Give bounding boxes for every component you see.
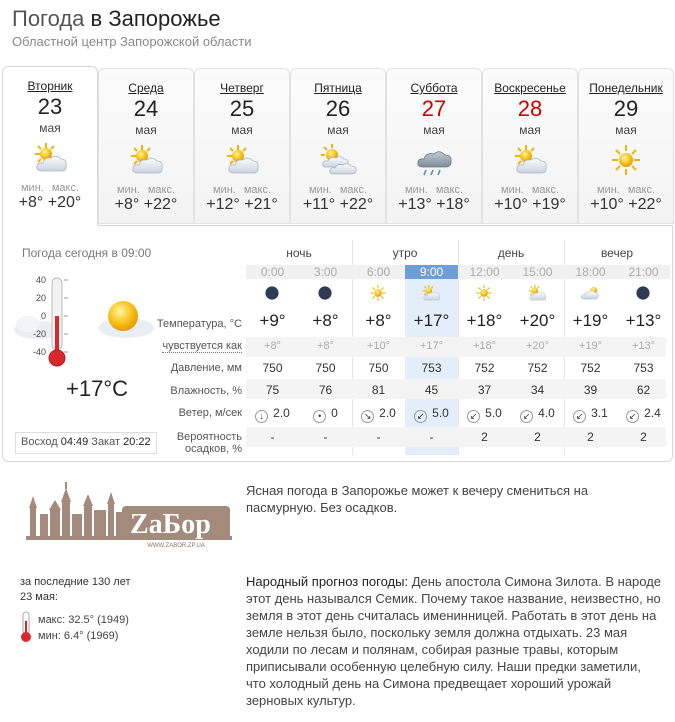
sun-cloud-icon — [30, 141, 70, 175]
min-label: мин. — [404, 184, 428, 196]
day-tab[interactable] — [194, 68, 290, 224]
wind-speed: 5.0 — [432, 406, 449, 420]
min-label: мин. — [212, 184, 236, 196]
max-label: макс. — [435, 184, 464, 196]
cloud-icon — [579, 282, 601, 304]
max-label: макс. — [243, 184, 272, 196]
day-tab[interactable] — [2, 66, 98, 226]
day-month: мая — [231, 123, 253, 137]
day-month: мая — [327, 123, 349, 137]
period-header: день — [497, 246, 525, 260]
hour-label[interactable]: 3:00 — [299, 265, 352, 279]
precip-cell: - — [376, 430, 381, 444]
day-month: мая — [519, 123, 541, 137]
day-temps — [195, 196, 289, 214]
day-name[interactable]: Воскресенье — [494, 81, 566, 95]
min-max-labels — [579, 184, 673, 196]
period-header: ночь — [286, 246, 312, 260]
hour-label[interactable]: 18:00 — [564, 265, 617, 279]
wind-cell — [352, 406, 405, 423]
feels-cell: +19° — [578, 340, 603, 352]
day-temps — [483, 196, 577, 214]
day-tmax: +22° — [339, 196, 374, 213]
min-label: мин. — [116, 184, 140, 196]
sunrise-time: 04:49 — [60, 436, 89, 448]
day-tmin: +8° — [18, 194, 44, 211]
therm-scale-label: 20 — [35, 293, 46, 303]
max-label: макс. — [147, 184, 176, 196]
wind-direction-icon: • — [313, 410, 326, 423]
row-label-feels-text[interactable]: чувствуется как — [162, 340, 242, 352]
pressure-cell: 750 — [315, 361, 336, 375]
precip-cell: - — [323, 430, 328, 444]
day-tab[interactable] — [482, 68, 578, 224]
history-max: макс: 32.5° (1949) — [38, 614, 129, 626]
precip-cell: 2 — [534, 430, 541, 444]
wind-cell — [299, 406, 352, 423]
logo-text: ZaБор — [130, 509, 211, 540]
pressure-cell: 750 — [262, 361, 283, 375]
history-block — [20, 575, 131, 605]
day-date: 23 — [37, 94, 63, 119]
humidity-cell: 76 — [318, 383, 333, 397]
wind-cell — [617, 406, 670, 423]
min-label: мин. — [596, 184, 620, 196]
day-tmax: +20° — [47, 194, 82, 211]
day-tmin: +8° — [114, 196, 140, 213]
day-tmax: +22° — [143, 196, 178, 213]
day-tab[interactable] — [578, 68, 674, 224]
wind-speed: 3.1 — [591, 406, 608, 420]
humidity-cell: 45 — [424, 383, 439, 397]
min-max-labels — [99, 184, 193, 196]
feels-cell: +8° — [264, 340, 281, 352]
folk-forecast-label: Народный прогноз погоды: — [246, 574, 409, 589]
row-label-humidity: Влажность, % — [170, 385, 242, 397]
wind-cell — [405, 406, 458, 423]
day-temps — [3, 194, 97, 212]
max-label: макс. — [531, 184, 560, 196]
wind-speed: 5.0 — [485, 406, 502, 420]
page-subtitle: Областной центр Запорожской области — [12, 34, 252, 49]
weather-description: Ясная погода в Запорожье может к вечеру смениться на пасмурную. Без осадков. — [246, 483, 589, 515]
day-tab[interactable] — [290, 68, 386, 224]
page-title — [12, 6, 221, 32]
feels-cell: +8° — [317, 340, 334, 352]
day-month: мая — [615, 123, 637, 137]
logo-url: WWW.ZABOR.ZP.UA — [147, 543, 205, 549]
therm-scale-label: -20 — [32, 329, 46, 339]
day-date: 28 — [517, 96, 543, 121]
pressure-cell: 750 — [368, 361, 389, 375]
temp-cell: +8° — [312, 311, 339, 330]
day-name[interactable]: Среда — [128, 81, 164, 95]
hour-label[interactable]: 15:00 — [511, 265, 564, 279]
day-tmax: +19° — [532, 196, 566, 213]
wind-direction-icon: ↙ — [467, 410, 480, 423]
pressure-cell: 752 — [580, 361, 601, 375]
hour-label[interactable]: 21:00 — [617, 265, 670, 279]
temp-cell: +20° — [519, 311, 556, 330]
min-max-labels — [387, 184, 481, 196]
row-label-temp: Температура, °C — [156, 318, 242, 330]
wind-direction-icon: ↙ — [414, 410, 427, 423]
moon-icon — [261, 282, 283, 304]
sunset-time: 20:22 — [123, 436, 151, 448]
precip-cell: - — [270, 430, 275, 444]
row-label-feels[interactable] — [150, 340, 242, 352]
day-tmax: +22° — [628, 196, 662, 213]
folk-forecast-text: День апостола Симона Зилота. В народе этот день назывался Семик. Почему такое название, неизвестно, но земля в этот день считалась именинницей. Работать в этот день на земле нельзя было, поскольку земля должна отдыхать. 23 мая ходили по лесам и полянам, собирая разные травы, которым приписывали особенную целебную силу. Наши предки заметили, что холодный день на Симона предвещает хороший урожай зерновых культур. — [246, 574, 662, 708]
day-name[interactable]: Вторник — [27, 79, 73, 93]
wind-direction-icon: ↘ — [361, 410, 374, 423]
max-label: макс. — [51, 182, 80, 194]
feels-cell: +18° — [472, 340, 497, 352]
day-month: мая — [135, 123, 157, 137]
humidity-cell: 39 — [583, 383, 598, 397]
sun-cloud-icon — [126, 143, 166, 177]
title-prefix: Погода — [12, 6, 85, 31]
day-temps — [291, 196, 385, 214]
row-label-precip-2: осадков, % — [185, 443, 242, 455]
humidity-cell: 62 — [636, 383, 651, 397]
day-temps — [387, 196, 481, 214]
moon-icon — [314, 282, 336, 304]
pressure-cell: 753 — [633, 361, 654, 375]
day-name[interactable]: Суббота — [410, 81, 458, 95]
sun-times — [15, 432, 157, 454]
day-tmin: +11° — [302, 196, 336, 213]
max-label: макс. — [627, 184, 656, 196]
day-tmin: +12° — [206, 196, 240, 213]
row-label-precip — [150, 431, 242, 455]
sun-cloud-icon — [526, 282, 548, 304]
day-tab[interactable] — [386, 68, 482, 224]
feels-cell: +17° — [419, 340, 444, 352]
today-label: Погода сегодня в 09:00 — [22, 246, 152, 260]
day-temps — [579, 196, 673, 214]
sun-cloud-icon — [510, 143, 550, 177]
wind-cell — [564, 406, 617, 423]
humidity-cell: 75 — [265, 383, 280, 397]
hour-label[interactable]: 0:00 — [246, 265, 299, 279]
pressure-cell: 752 — [527, 361, 548, 375]
hour-label[interactable]: 9:00 — [405, 265, 458, 279]
precip-cell: 2 — [481, 430, 488, 444]
wind-speed: 2.0 — [379, 406, 396, 420]
therm-scale-label: -40 — [32, 347, 46, 357]
row-label-wind: Ветер, м/сек — [178, 407, 242, 419]
wind-direction-icon: ↙ — [573, 410, 586, 423]
feels-cell: +10° — [366, 340, 391, 352]
day-date: 25 — [229, 96, 255, 121]
min-label: мин. — [20, 182, 44, 194]
min-max-labels — [195, 184, 289, 196]
min-max-labels — [291, 184, 385, 196]
history-min: мин: 6.4° (1969) — [38, 630, 119, 642]
temp-cell: +8° — [365, 311, 392, 330]
day-name[interactable]: Пятница — [314, 81, 362, 95]
wind-direction-icon: ↙ — [626, 410, 639, 423]
small-thermometer-icon — [20, 611, 32, 643]
day-month: мая — [39, 121, 61, 135]
temp-cell: +19° — [572, 311, 609, 330]
precip-cell: 2 — [640, 430, 647, 444]
temp-cell: +9° — [259, 311, 286, 330]
day-tmin: +13° — [398, 196, 432, 213]
wind-cell — [246, 406, 299, 423]
day-tmax: +18° — [436, 196, 470, 213]
temp-cell: +18° — [466, 311, 503, 330]
wind-direction-icon: ↓ — [255, 410, 268, 423]
feels-cell: +13° — [631, 340, 656, 352]
day-date: 26 — [325, 96, 351, 121]
current-temperature: +17°C — [66, 376, 129, 401]
min-label: мин. — [500, 184, 524, 196]
min-max-labels — [3, 182, 97, 194]
temp-cell: +13° — [625, 311, 662, 330]
wind-speed: 2.4 — [644, 406, 661, 420]
sun-cloud-icon — [420, 282, 442, 304]
row-label-precip-1: Вероятность — [176, 431, 242, 443]
history-line-2: 23 мая: — [20, 591, 58, 603]
sunrise-label: Восход — [21, 436, 58, 448]
sun-icon — [606, 143, 646, 177]
wind-speed: 0 — [331, 406, 338, 420]
hour-label[interactable]: 12:00 — [458, 265, 511, 279]
rain-cloud-icon — [414, 143, 454, 177]
therm-scale-label: 40 — [35, 275, 46, 285]
sun-icon — [367, 282, 389, 304]
day-temps — [99, 196, 193, 214]
sun-icon — [473, 282, 495, 304]
precip-cell: - — [429, 430, 434, 444]
day-date: 27 — [421, 96, 447, 121]
wind-speed: 2.0 — [273, 406, 290, 420]
day-tmin: +10° — [590, 196, 624, 213]
sun-icon — [108, 301, 138, 331]
min-max-labels — [483, 184, 577, 196]
zabor-logo — [26, 480, 232, 550]
thermometer-illustration — [8, 272, 168, 380]
sunset-label: Закат — [91, 436, 121, 448]
history-line-1: за последние 130 лет — [20, 576, 131, 588]
feels-cell: +20° — [525, 340, 550, 352]
pressure-cell: 752 — [474, 361, 495, 375]
min-label: мин. — [308, 184, 332, 196]
humidity-cell: 81 — [371, 383, 386, 397]
day-tmax: +21° — [244, 196, 278, 213]
wind-speed: 4.0 — [538, 406, 555, 420]
folk-forecast — [246, 573, 662, 709]
precip-cell: 2 — [587, 430, 594, 444]
day-date: 29 — [613, 96, 639, 121]
pressure-cell: 753 — [421, 361, 442, 375]
wind-cell — [511, 406, 564, 423]
sun-clouds-icon — [318, 143, 358, 177]
day-name[interactable]: Понедельник — [589, 81, 663, 95]
sun-cloud-icon — [222, 143, 262, 177]
humidity-cell: 34 — [530, 383, 545, 397]
hour-label[interactable]: 6:00 — [352, 265, 405, 279]
humidity-cell: 37 — [477, 383, 492, 397]
moon-icon — [632, 282, 654, 304]
wind-cell — [458, 406, 511, 423]
day-month: мая — [423, 123, 445, 137]
day-date: 24 — [133, 96, 159, 121]
history-values — [38, 612, 129, 644]
period-header: вечер — [600, 246, 634, 260]
therm-scale-label: 0 — [40, 311, 46, 321]
max-label: макс. — [339, 184, 368, 196]
temp-cell: +17° — [413, 311, 450, 330]
day-tabs — [2, 66, 673, 226]
row-label-pressure: Давление, мм — [170, 362, 242, 374]
day-tmin: +10° — [494, 196, 528, 213]
day-tab[interactable] — [98, 68, 194, 224]
wind-direction-icon: ↙ — [520, 410, 533, 423]
title-city: в Запорожье — [90, 6, 221, 31]
day-name[interactable]: Четверг — [220, 81, 264, 95]
period-header: утро — [392, 246, 418, 260]
